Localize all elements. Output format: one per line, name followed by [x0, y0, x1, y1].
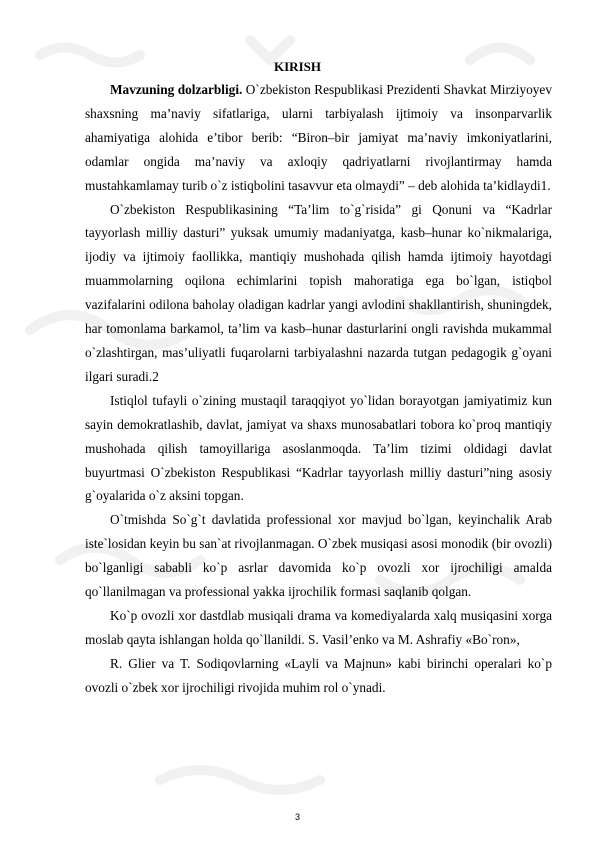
paragraph-1 — [85, 78, 552, 198]
paragraph-text: O`zbekiston Respublikasi Prezidenti Shavkat Mirziyoyev shaxsning ma’naviy sifatlariga, ularni tarbiyalash ijtimoiy va insonparvarlik ahamiyatiga alohida e’tibor berib: “Biron–bir jamiyat ma’naviy imkoniyatlarini, odamlar ongida ma’naviy va axloqiy qadriyatlarni rivojlantirmay hamda mustahkamlamay turib o`z istiqbolini tasavvur eta olmaydi” – deb alohida ta’kidlaydi1. — [85, 82, 552, 193]
paragraph-6: R. Glier va T. Sodiqovlarning «Layli va Majnun» kabi birinchi operalari ko`p ovozli o`zbek xor ijrochiligi rivojida muhim rol o`ynadi. — [85, 655, 552, 695]
paragraph-5: Ko`p ovozli xor dastdlab musiqali drama va komediyalarda xalq musiqasini xorga moslab qayta ishlangan holda qo`llanildi. S. Vasil’enko va M. Ashrafiy «Bo`ron», — [85, 607, 552, 647]
page-title: KIRISH — [274, 59, 321, 74]
paragraph-2: O`zbekiston Respublikasining “Ta’lim to`g`risida” gi Qonuni va “Kadrlar tayyorlash milliy dasturi” yuksak umumiy madaniyatga, kasb–hunar ko`nikmalariga, ijodiy va ijtimoiy faollikka, mantiqiy mushohada qilish hamda ijtimoiy hayotdagi muammolarning oqilona echimlarini topish mahoratiga ega bo`lgan, istiqbol vazifalarini odilona baholay oladigan kadrlar yangi avlodini shakllantirish, shuningdek, har tomonlama barkamol, ta’lim va kasb–hunar dasturlarini ongli ravishda mukammal o`zlashtirgan, mas’uliyatli fuqarolarni tarbiyalashni nazarda tutgan pedagogik g`oyani ilgari suradi.2 — [85, 201, 552, 384]
body-text — [85, 78, 552, 700]
paragraph-4: O`tmishda So`g`t davlatida professional xor mavjud bo`lgan, keyinchalik Arab iste`losidan keyin bu san`at rivojlanmagan. O`zbek musiqasi asosi monodik (bir ovozli) bo`lganligi sababli ko`p asrlar davomida ko`p ovozli xor ijrochiligi amalda qo`llanilmagan va professional yakka ijrochilik formasi saqlanib qolgan. — [85, 512, 552, 600]
page-number: 3 — [294, 812, 300, 822]
paragraph-3: Istiqlol tufayli o`zining mustaqil taraqqiyot yo`lidan borayotgan jamiyatimiz kun sayin demokratlashib, davlat, jamiyat va shaxs munosabatlari tobora ko`proq mantiqiy mushohada qilish tamoyillariga asoslanmoqda. Ta’lim tizimi oldidagi davlat buyurtmasi O`zbekiston Respublikasi “Kadrlar tayyorlash milliy dasturi”ning asosiy g`oyalarida o`z aksini topgan. — [85, 392, 552, 504]
paragraph-lead: Mavzuning dolzarbligi. — [110, 82, 243, 97]
